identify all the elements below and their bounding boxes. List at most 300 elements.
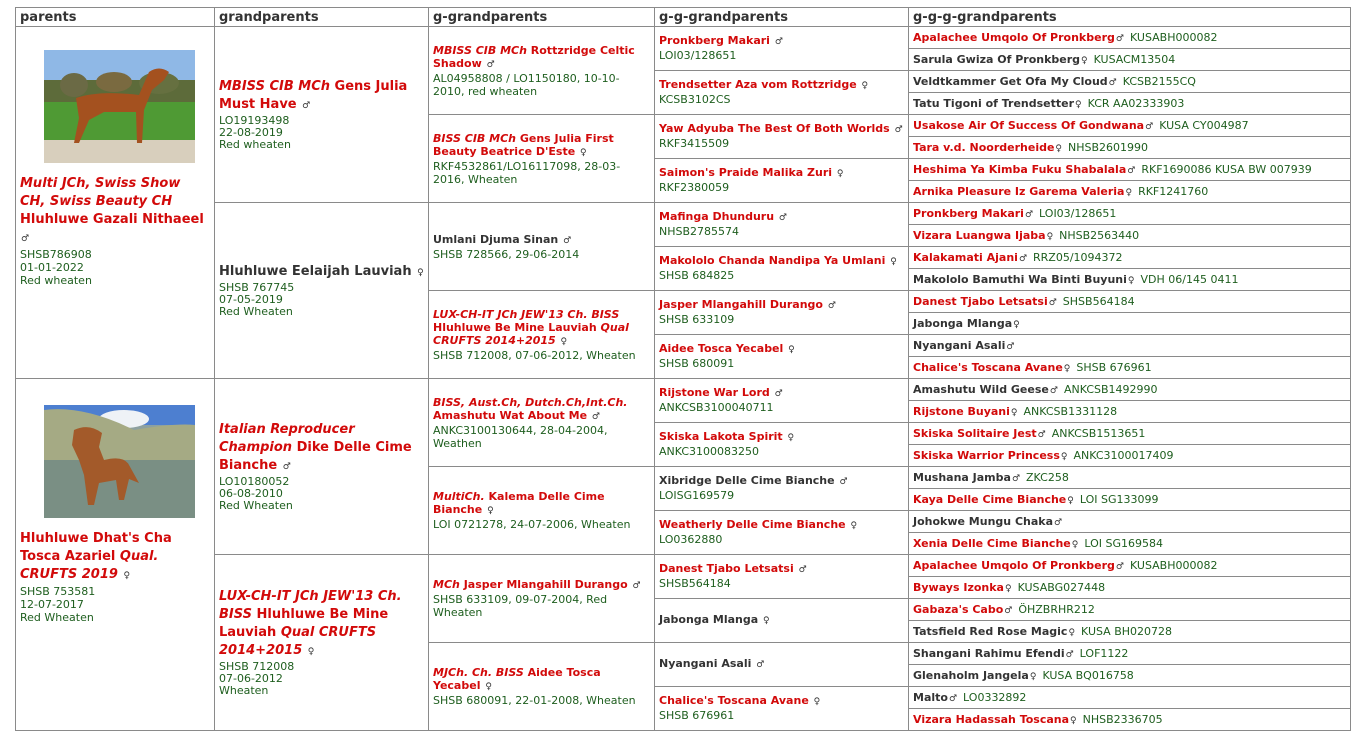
ggg-grandparent-entry	[909, 709, 1350, 730]
dog-name-line	[219, 588, 424, 661]
registration-number: ANKCSB1513651	[1051, 427, 1146, 440]
ggg-grandparent-entry	[909, 401, 1350, 422]
ggg-pair-cell	[909, 467, 1351, 511]
female-icon: ♀	[763, 616, 770, 626]
ggg-pair-cell	[909, 27, 1351, 71]
registration-number: SHSB 753581	[20, 585, 96, 598]
registration-number: ANKCSB1492990	[1063, 383, 1158, 396]
ggg-pair-cell	[909, 687, 1351, 731]
grandparent-info	[219, 661, 424, 697]
coat-color: Red Wheaten	[219, 305, 293, 318]
ggg-grandparent-entry	[909, 643, 1350, 665]
registration-number: LO19193498	[219, 114, 290, 127]
gg-grandparent-cell	[655, 599, 909, 643]
ggg-grandparent-entry	[909, 115, 1350, 137]
registration-number: LOI03/128651	[1039, 207, 1117, 220]
registration-number: RKF2380059	[659, 181, 730, 194]
dog-name-line	[20, 530, 210, 585]
spacer	[20, 287, 210, 355]
coat-color: Red wheaten	[219, 138, 291, 151]
coat-color: Wheaten	[219, 684, 269, 697]
spacer	[20, 624, 210, 704]
female-icon: ♀	[1029, 672, 1037, 682]
ggg-grandparent-entry	[909, 247, 1350, 269]
g-grandparent-cell	[429, 27, 655, 115]
dog-name-link[interactable]: Apalachee Umqolo Of Pronkberg	[913, 559, 1115, 572]
gg-grandparent-cell	[655, 247, 909, 291]
dog-name-link[interactable]: Trendsetter Aza vom Rottzridge	[659, 78, 857, 91]
dog-name-line	[659, 613, 904, 628]
g-grandparent-cell	[429, 115, 655, 203]
dog-name-line	[659, 254, 904, 269]
dog-name-line	[659, 78, 904, 93]
ggg-pair-cell	[909, 423, 1351, 467]
coat-color: Red Wheaten	[219, 499, 293, 512]
female-icon: ♀	[417, 268, 424, 278]
dog-name-link[interactable]: Shangani Rahimu Efendi	[913, 647, 1065, 660]
registration-number: LOI SG169584	[1084, 537, 1163, 550]
dog-name-link[interactable]: Apalachee Umqolo Of Pronkberg	[913, 31, 1115, 44]
male-icon: ♂	[302, 101, 311, 111]
g-grandparent-info: RKF4532861/LO16117098, 28-03-2016, Wheaten	[433, 159, 621, 186]
registration-number: LOI SG133099	[1079, 493, 1159, 506]
dog-title: BISS, Aust.Ch, Dutch.Ch,Int.Ch.	[433, 395, 628, 409]
registration-number: KUSA BH020728	[1081, 625, 1173, 638]
registration-number: KUSACM13504	[1093, 53, 1176, 66]
dog-title: Multi JCh, Swiss Show CH, Swiss Beauty CH	[20, 176, 181, 209]
registration-number: SHSB 684825	[659, 269, 735, 282]
dog-title: MJCh. Ch. BISS	[433, 666, 524, 679]
registration-number: SHSB 767745	[219, 281, 295, 294]
gg-grandparent-cell	[655, 27, 909, 71]
registration-number: ÖHZBRHR212	[1018, 603, 1095, 616]
registration-number: SHSB 680091	[659, 357, 735, 370]
female-icon: ♀	[1125, 188, 1133, 198]
dog-name-link[interactable]: Veldtkammer Get Ofa My Cloud	[913, 75, 1108, 88]
dog-name-link[interactable]: Sarula Gwiza Of Pronkberg	[913, 53, 1081, 66]
dog-name-link[interactable]: Danest Tjabo Letsatsi	[913, 295, 1048, 308]
ggg-pair-cell	[909, 643, 1351, 687]
ggg-grandparent-entry	[909, 269, 1350, 290]
grandparent-cell	[215, 27, 429, 203]
dog-name-line	[433, 396, 650, 424]
dog-name-line	[219, 421, 424, 476]
ggg-grandparent-entry	[909, 687, 1350, 709]
male-icon: ♂	[1127, 166, 1136, 176]
female-icon: ♀	[1075, 100, 1082, 110]
dog-name-link[interactable]: Skiska Solitaire Jest	[913, 427, 1037, 440]
ggg-grandparent-entry	[909, 137, 1350, 158]
ggg-grandparent-entry	[909, 93, 1350, 114]
female-icon: ♀	[861, 81, 869, 91]
birth-date: 06-08-2010	[219, 487, 283, 500]
dog-name-line	[219, 78, 424, 115]
g-grandparent-cell	[429, 643, 655, 731]
dog-name-link[interactable]: Gens Julia First Beauty Beatrice D'Este	[433, 131, 614, 158]
gg-grandparent-cell	[655, 379, 909, 423]
registration-number: NHSB2601990	[1068, 141, 1149, 154]
g-grandparent-info: SHSB 633109, 09-07-2004, Red Wheaten	[433, 593, 608, 619]
female-icon: ♀	[1068, 628, 1076, 638]
ggg-grandparent-entry	[909, 379, 1350, 401]
dog-name-line	[433, 233, 650, 248]
registration-number: KUSA CY004987	[1159, 119, 1249, 132]
registration-number: ANKCSB1331128	[1023, 405, 1118, 418]
registration-number: RKF1690086 KUSA BW 007939	[1141, 163, 1312, 176]
dog-name-line	[219, 263, 424, 282]
dog-name-link[interactable]: Arnika Pleasure Iz Garema Valeria	[913, 185, 1125, 198]
dog-name-line	[659, 430, 904, 445]
ggg-grandparent-entry	[909, 335, 1350, 357]
dog-name-link[interactable]: Vizara Hadassah Toscana	[913, 713, 1070, 726]
male-icon: ♂	[591, 411, 600, 422]
male-icon: ♂	[948, 694, 958, 704]
registration-number: KUSA BQ016758	[1042, 669, 1134, 682]
dog-name-link[interactable]: Tatu Tigoni of Trendsetter	[913, 97, 1075, 110]
ggg-grandparent-entry	[909, 357, 1350, 378]
registration-number: RKF3415509	[659, 137, 730, 150]
dog-name-link[interactable]: Glenaholm Jangela	[913, 669, 1029, 682]
gg-grandparent-cell	[655, 335, 909, 379]
male-icon: ♂	[894, 125, 903, 135]
dog-name-link[interactable]: Makololo Chanda Nandipa Ya Umlani	[659, 254, 886, 267]
male-icon: ♂	[1115, 562, 1124, 572]
ggg-grandparent-entry	[909, 467, 1350, 489]
dog-name-link[interactable]: Pronkberg Makari	[913, 207, 1024, 220]
ggg-grandparent-entry	[909, 49, 1350, 70]
ggg-grandparent-entry	[909, 313, 1350, 334]
dog-name-link[interactable]: Dike Delle Cime Bianche	[219, 440, 412, 473]
male-icon: ♂	[1018, 254, 1028, 264]
registration-number: KUSABG027448	[1017, 581, 1106, 594]
dog-name-link[interactable]: Hluhluwe Be Mine Lauviah	[219, 607, 389, 640]
female-icon: ♀	[1055, 144, 1063, 154]
dog-name-link[interactable]: Rijstone War Lord	[659, 386, 770, 399]
g-grandparent-cell	[429, 555, 655, 643]
pedigree-row	[16, 555, 1351, 599]
dog-name-line	[659, 657, 904, 672]
dog-name-link[interactable]: Malto	[913, 691, 948, 704]
dog-name-link[interactable]: Aidee Tosca Yecabel	[433, 666, 601, 692]
dog-name-link[interactable]: Kaya Delle Cime Bianche	[913, 493, 1067, 506]
dog-title: LUX-CH-IT JCh JEW'13 Ch. BISS	[433, 307, 620, 321]
female-icon: ♀	[1046, 232, 1054, 242]
dog-name-link[interactable]: Hluhluwe Eelaijah Lauviah	[219, 264, 412, 279]
male-icon: ♂	[563, 235, 572, 246]
female-icon: ♀	[890, 257, 897, 267]
registration-number: SHSB786908	[20, 248, 92, 261]
dog-name-link[interactable]: Chalice's Toscana Avane	[913, 361, 1063, 374]
dog-name-link[interactable]: Umlani Djuma Sinan	[433, 232, 559, 246]
dog-name-link[interactable]: Chalice's Toscana Avane	[659, 694, 809, 707]
g-grandparent-info: SHSB 680091, 22-01-2008, Wheaten	[433, 694, 636, 707]
ggg-grandparent-entry	[909, 555, 1350, 577]
registration-number: ANKCSB3100040711	[659, 401, 774, 414]
dog-name-link[interactable]: Skiska Warrior Princess	[913, 449, 1060, 462]
registration-number: SHSB 676961	[659, 709, 735, 722]
registration-number: KUSABH000082	[1129, 559, 1218, 572]
g-grandparent-info: AL04958808 / LO1150180, 10-10-2010, red wheaten	[433, 71, 620, 98]
dog-name-line	[433, 666, 650, 694]
dog-name-link[interactable]: Danest Tjabo Letsatsi	[659, 562, 794, 575]
registration-number: KCSB3102CS	[659, 93, 731, 106]
birth-date: 07-06-2012	[219, 672, 283, 685]
male-icon: ♂	[1004, 606, 1013, 616]
birth-date: 22-08-2019	[219, 126, 283, 139]
registration-number: LOISG169579	[659, 489, 735, 502]
gg-grandparent-cell	[655, 115, 909, 159]
ggg-grandparent-entry	[909, 181, 1350, 202]
male-icon: ♂	[774, 37, 783, 47]
dog-name-line	[659, 518, 904, 533]
registration-number: RKF1241760	[1138, 185, 1209, 198]
pedigree-row	[16, 203, 1351, 247]
birth-date: 12-07-2017	[20, 598, 84, 611]
female-icon: ♀	[1127, 276, 1135, 286]
dog-name-link[interactable]: Kalakamati Ajani	[913, 251, 1018, 264]
dog-name-link[interactable]: Pronkberg Makari	[659, 34, 770, 47]
dog-name-line	[659, 386, 904, 401]
header-row	[16, 8, 1351, 27]
grandparent-cell	[215, 555, 429, 731]
dog-title: MBISS CIB MCh	[433, 43, 527, 57]
female-icon: ♀	[788, 345, 795, 355]
registration-number: VDH 06/145 0411	[1140, 273, 1239, 286]
dog-name-link[interactable]: Saimon's Praide Malika Zuri	[659, 166, 833, 179]
dog-name-link[interactable]: Hluhluwe Dhat's Cha Tosca Azariel	[20, 531, 172, 564]
registration-number: NHSB2785574	[659, 225, 740, 238]
registration-number: LO0362880	[659, 533, 723, 546]
dog-name-link[interactable]: Amashutu Wat About Me	[433, 408, 588, 422]
ggg-grandparent-entry	[909, 27, 1350, 49]
dog-name-link[interactable]: Johokwe Mungu Chaka	[913, 515, 1054, 528]
dog-name-line	[433, 308, 650, 349]
ggg-pair-cell	[909, 71, 1351, 115]
grandparent-info	[219, 115, 424, 151]
ggg-pair-cell	[909, 335, 1351, 379]
registration-number: LO10180052	[219, 475, 290, 488]
dog-name-link[interactable]: Xenia Delle Cime Bianche	[913, 537, 1071, 550]
gg-grandparent-cell	[655, 291, 909, 335]
dog-name-link[interactable]: Nyangani Asali	[913, 339, 1006, 352]
header-g-g-g-grandparents: g-g-g-grandparents	[909, 8, 1351, 27]
female-icon: ♀	[1070, 716, 1077, 726]
registration-number: KCR AA02333903	[1087, 97, 1185, 110]
dog-name-link[interactable]: Mafinga Dhunduru	[659, 210, 775, 223]
male-icon: ♂	[486, 59, 495, 70]
female-icon: ♀	[1071, 540, 1079, 550]
registration-number: LO0332892	[963, 691, 1027, 704]
male-icon: ♂	[1145, 122, 1154, 132]
male-icon: ♂	[632, 581, 641, 591]
dog-name-link[interactable]: Mushana Jamba	[913, 471, 1011, 484]
header-grandparents: grandparents	[215, 8, 429, 27]
ggg-pair-cell	[909, 599, 1351, 643]
dog-name-link[interactable]: Aidee Tosca Yecabel	[659, 342, 784, 355]
dog-name-link[interactable]: Heshima Ya Kimba Fuku Shabalala	[913, 163, 1127, 176]
dog-name-line	[433, 132, 650, 160]
registration-number: NHSB2336705	[1082, 713, 1163, 726]
g-grandparent-info: LOI 0721278, 24-07-2006, Wheaten	[433, 518, 631, 531]
gg-grandparent-cell	[655, 203, 909, 247]
female-icon: ♀	[123, 571, 131, 581]
registration-number: KUSABH000082	[1129, 31, 1218, 44]
g-grandparent-cell	[429, 379, 655, 467]
registration-number: LOF1122	[1079, 647, 1129, 660]
grandparent-info	[219, 476, 424, 512]
parent-cell	[16, 379, 215, 731]
dog-photo-standing-on-grass	[44, 50, 195, 163]
dog-name-link[interactable]: Jabonga Mlanga	[913, 317, 1013, 330]
female-icon: ♀	[813, 697, 821, 707]
female-icon: ♀	[1067, 496, 1074, 506]
pedigree-table	[15, 7, 1351, 731]
gg-grandparent-cell	[655, 423, 909, 467]
ggg-pair-cell	[909, 379, 1351, 423]
female-icon: ♀	[1081, 56, 1088, 66]
parent-cell	[16, 27, 215, 379]
female-icon: ♀	[1004, 584, 1012, 594]
female-icon: ♀	[1063, 364, 1071, 374]
dog-photo-standing-in-lake	[44, 405, 195, 518]
dog-title: BISS CIB MCh	[433, 131, 516, 145]
dog-name-link[interactable]: Rijstone Buyani	[913, 405, 1010, 418]
dog-title-after: Qual CRUFTS 2014+2015	[219, 625, 377, 658]
g-grandparent-cell	[429, 467, 655, 555]
gg-grandparent-cell	[655, 71, 909, 115]
g-grandparent-info: ANKC3100130644, 28-04-2004, Weathen	[433, 423, 608, 450]
female-icon: ♀	[485, 682, 492, 692]
ggg-grandparent-entry	[909, 225, 1350, 246]
header-g-g-grandparents: g-g-grandparents	[655, 8, 909, 27]
registration-number: SHSB 633109	[659, 313, 735, 326]
ggg-grandparent-entry	[909, 203, 1350, 225]
dog-name-link[interactable]: Byways Izonka	[913, 581, 1004, 594]
male-icon: ♂	[1115, 34, 1124, 44]
dog-name-line	[659, 210, 904, 225]
gg-grandparent-cell	[655, 467, 909, 511]
registration-number: SHSB 676961	[1076, 361, 1152, 374]
dog-name-line	[659, 34, 904, 49]
birth-date: 01-01-2022	[20, 261, 84, 274]
dog-name-link[interactable]: Jasper Mlangahill Durango	[463, 578, 628, 591]
dog-name-line	[659, 474, 904, 489]
ggg-grandparent-entry	[909, 577, 1350, 598]
female-icon: ♀	[1010, 408, 1018, 418]
male-icon: ♂	[21, 234, 30, 244]
dog-name-link[interactable]: Hluhluwe Gazali Nithaeel	[20, 212, 204, 227]
ggg-pair-cell	[909, 159, 1351, 203]
registration-number: ANKC3100083250	[659, 445, 760, 458]
grandparent-cell	[215, 379, 429, 555]
dog-name-line	[659, 166, 904, 181]
ggg-grandparent-entry	[909, 445, 1350, 466]
pedigree-row	[16, 27, 1351, 71]
dog-name-line	[659, 694, 904, 709]
male-icon: ♂	[798, 565, 807, 575]
female-icon: ♀	[1013, 320, 1020, 330]
ggg-grandparent-entry	[909, 291, 1350, 313]
g-grandparent-info: SHSB 728566, 29-06-2014	[433, 247, 580, 261]
dog-name-link[interactable]: Jasper Mlangahill Durango	[659, 298, 823, 311]
male-icon: ♂	[282, 462, 291, 472]
female-icon: ♀	[836, 169, 844, 179]
dog-name-link[interactable]: Usakose Air Of Success Of Gondwana	[913, 119, 1145, 132]
male-icon: ♂	[1011, 474, 1021, 484]
gg-grandparent-cell	[655, 555, 909, 599]
dog-name-line	[659, 342, 904, 357]
gg-grandparent-cell	[655, 687, 909, 731]
registration-number: ANKC3100017409	[1073, 449, 1174, 462]
dog-name-link[interactable]: Makololo Bamuthi Wa Binti Buyuni	[913, 273, 1127, 286]
female-icon: ♀	[560, 336, 568, 347]
dog-name-line	[659, 562, 904, 577]
dog-name-link[interactable]: Gens Julia Must Have	[219, 79, 408, 112]
male-icon: ♂	[1049, 386, 1058, 396]
dog-name-link[interactable]: Rottzridge Celtic Shadow	[433, 43, 635, 70]
g-grandparent-cell	[429, 291, 655, 379]
pedigree-row	[16, 379, 1351, 423]
dog-name-link[interactable]: Tatsfield Red Rose Magic	[913, 625, 1068, 638]
ggg-grandparent-entry	[909, 423, 1350, 445]
ggg-pair-cell	[909, 555, 1351, 599]
dog-name-line	[433, 44, 650, 72]
female-icon: ♀	[1060, 452, 1068, 462]
dog-name-link[interactable]: Xibridge Delle Cime Bianche	[659, 474, 835, 487]
female-icon: ♀	[307, 647, 315, 657]
female-icon: ♀	[787, 433, 795, 443]
male-icon: ♂	[778, 213, 787, 223]
gg-grandparent-cell	[655, 643, 909, 687]
ggg-grandparent-entry	[909, 489, 1350, 510]
male-icon: ♂	[1054, 518, 1063, 528]
dog-title: MultiCh.	[433, 490, 485, 503]
coat-color: Red Wheaten	[20, 611, 94, 624]
female-icon: ♀	[580, 147, 587, 158]
ggg-grandparent-entry	[909, 533, 1350, 554]
header-parents: parents	[16, 8, 215, 27]
birth-date: 07-05-2019	[219, 293, 283, 306]
male-icon: ♂	[1006, 342, 1015, 352]
dog-name-link[interactable]: Jabonga Mlanga	[659, 613, 759, 626]
dog-name-link[interactable]: Skiska Lakota Spirit	[659, 430, 783, 443]
dog-name-link[interactable]: Hluhluwe Be Mine Lauviah	[433, 320, 597, 334]
dog-name-link[interactable]: Weatherly Delle Cime Bianche	[659, 518, 846, 531]
ggg-pair-cell	[909, 511, 1351, 555]
ggg-grandparent-entry	[909, 621, 1350, 642]
dog-name-link[interactable]: Kalema Delle Cime Bianche	[433, 490, 605, 516]
dog-title: Italian Reproducer Champion	[219, 422, 355, 455]
dog-name-link[interactable]: Tara v.d. Noorderheide	[913, 141, 1055, 154]
ggg-grandparent-entry	[909, 159, 1350, 181]
male-icon: ♂	[774, 389, 783, 399]
grandparent-cell	[215, 203, 429, 379]
ggg-grandparent-entry	[909, 71, 1350, 93]
male-icon: ♂	[756, 660, 765, 670]
dog-name-link[interactable]: Vizara Luangwa Ijaba	[913, 229, 1046, 242]
dog-title-after: Qual CRUFTS 2014+2015	[433, 320, 629, 347]
dog-title: MCh	[433, 578, 460, 591]
dog-name-link[interactable]: Nyangani Asali	[659, 657, 752, 670]
dog-name-line	[659, 122, 904, 137]
female-icon: ♀	[850, 521, 858, 531]
dog-name-link[interactable]: Yaw Adyuba The Best Of Both Worlds	[659, 122, 890, 135]
coat-color: Red wheaten	[20, 274, 92, 287]
dog-name-link[interactable]: Amashutu Wild Geese	[913, 383, 1049, 396]
male-icon: ♂	[1024, 210, 1034, 220]
dog-name-link[interactable]: Gabaza's Cabo	[913, 603, 1004, 616]
registration-number: RRZ05/1094372	[1033, 251, 1123, 264]
